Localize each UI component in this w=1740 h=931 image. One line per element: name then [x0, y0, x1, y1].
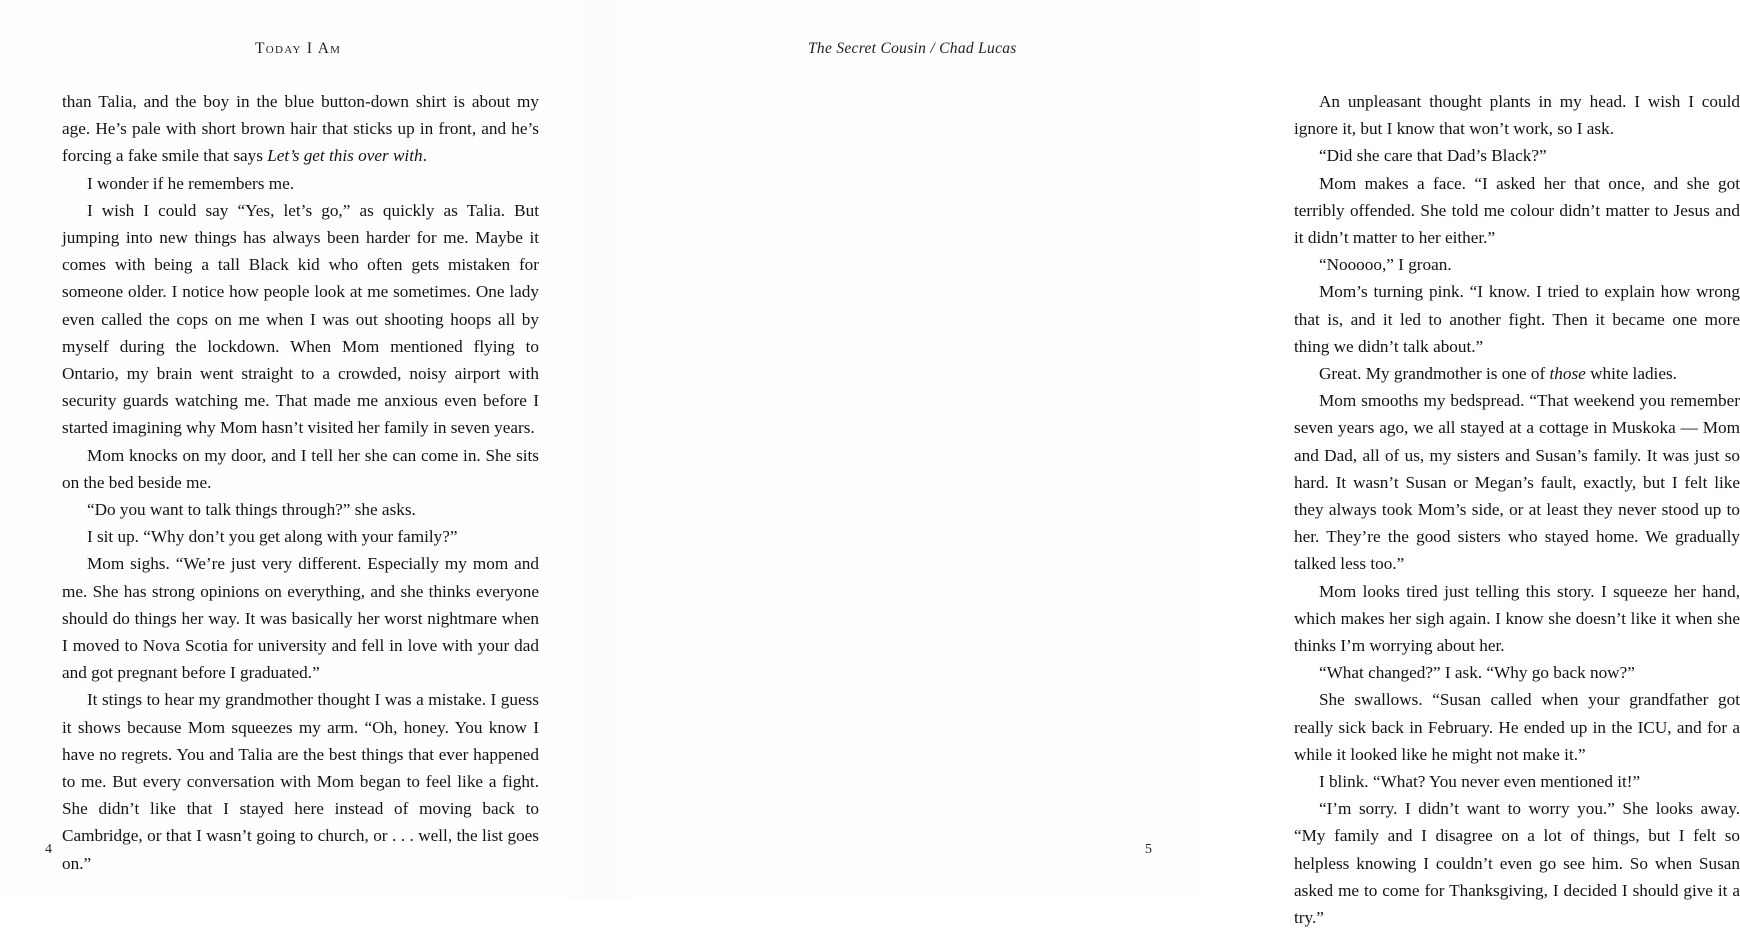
body-text: It stings to hear my grandmother thought I was a mistake. I guess it shows because Mom squeezes my arm. “Oh, honey. You know I have no regrets. You and Talia are the best things that ever happened to me. But every conversation with Mom began to feel like a fight. She didn’t like that I stayed here instead of moving back to Cambridge, or that I wasn’t going to church, or . . . well, the list goes on.” — [62, 690, 539, 873]
body-text: I wonder if he remembers me. — [86, 173, 295, 193]
body-text: I sit up. “Why don’t you get along with your family?” — [86, 527, 458, 547]
paragraph — [62, 442, 539, 496]
running-head-left: Today I Am — [255, 40, 342, 57]
paragraph — [1294, 795, 1740, 931]
body-text: . — [422, 146, 427, 166]
paragraph — [62, 496, 539, 523]
emphasis-text: Let’s get this over with — [267, 146, 423, 166]
body-text: Great. My grandmother is one of — [1318, 364, 1550, 384]
paragraph — [1294, 88, 1740, 142]
body-text: Mom’s turning pink. “I know. I tried to explain how wrong that is, and it led to another fight. Then it became one more thing we didn’t talk about.” — [1294, 282, 1740, 356]
paragraph — [1294, 251, 1740, 278]
body-text: Mom knocks on my door, and I tell her she can come in. She sits on the bed beside me. — [62, 445, 539, 492]
paragraph — [62, 88, 539, 170]
running-head-right: The Secret Cousin / Chad Lucas — [808, 40, 1017, 57]
paragraph — [1294, 768, 1740, 795]
body-text: Mom looks tired just telling this story. I squeeze her hand, which makes her sigh again. I know she doesn’t like it when she thinks I’m worrying about her. — [1294, 581, 1740, 656]
paragraph — [1294, 659, 1740, 686]
body-text: “What changed?” I ask. “Why go back now?” — [1318, 663, 1635, 683]
body-text: She swallows. “Susan called when your grandfather got really sick back in February. He ended up in the ICU, and for a while it looked like he might not make it.” — [1294, 690, 1740, 764]
page-number-right: 5 — [1145, 842, 1152, 857]
body-text: “Did she care that Dad’s Black?” — [1318, 146, 1547, 166]
left-page — [0, 0, 600, 900]
paragraph — [1294, 686, 1740, 768]
paragraph — [1294, 170, 1740, 252]
paragraph — [62, 550, 539, 686]
body-text: than Talia, and the boy in the blue button-down shirt is about my age. He’s pale with short brown hair that sticks up in front, and he’s forcing a fake smile that says — [62, 92, 539, 166]
body-text: I wish I could say “Yes, let’s go,” as quickly as Talia. But jumping into new things has always been harder for me. Maybe it comes with being a tall Black kid who often gets mistaken for someone older. I notice how people look at me sometimes. One lady even called the cops on me when I was out shooting hoops all by myself during the lockdown. When Mom mentioned flying to Ontario, my brain went straight to a crowded, noisy airport with security guards watching me. That made me anxious even before I started imagining why Mom hasn’t visited her family in seven years. — [62, 200, 539, 438]
body-text: Mom sighs. “We’re just very different. Especially my mom and me. She has strong opinions on everything, and she thinks everyone should do things her way. It was basically her worst nightmare when I moved to Nova Scotia for university and fell in love with your dad and got pregnant before I graduated.” — [62, 554, 539, 683]
paragraph — [1294, 387, 1740, 577]
paragraph — [1294, 142, 1740, 169]
emphasis-text: those — [1549, 364, 1586, 384]
body-text: “Nooooo,” I groan. — [1318, 255, 1452, 275]
body-text: I blink. “What? You never even mentioned it!” — [1318, 772, 1641, 792]
paragraph — [1294, 578, 1740, 660]
right-page-text-block — [1294, 88, 1740, 931]
body-text: white ladies. — [1585, 364, 1677, 384]
paragraph — [62, 170, 539, 197]
left-page-text-block — [62, 88, 539, 877]
paragraph — [62, 523, 539, 550]
paragraph — [1294, 278, 1740, 360]
right-page — [600, 0, 1740, 928]
paragraph — [62, 197, 539, 442]
body-text: “Do you want to talk things through?” she asks. — [86, 500, 416, 520]
body-text: An unpleasant thought plants in my head. I wish I could ignore it, but I know that won’t work, so I ask. — [1294, 92, 1740, 139]
paragraph — [1294, 360, 1740, 387]
body-text: Mom makes a face. “I asked her that once, and she got terribly offended. She told me colour didn’t matter to Jesus and it didn’t matter to her either.” — [1294, 173, 1740, 248]
body-text: “I’m sorry. I didn’t want to worry you.” She looks away. “My family and I disagree on a lot of things, but I felt so helpless knowing I couldn’t even go see him. So when Susan asked me to come for Thanksgiving, I decided I should give it a try.” — [1294, 799, 1740, 928]
body-text: Mom smooths my bedspread. “That weekend you remember seven years ago, we all stayed at a cottage in Muskoka — Mom and Dad, all of us, my sisters and Susan’s family. It was just so hard. It wasn’t Susan or Megan’s fault, exactly, but I felt like they always took Mom’s side, or at least they never stood up to her. They’re the good sisters who stayed home. We gradually talked less too.” — [1294, 391, 1740, 574]
paragraph — [62, 686, 539, 876]
page-number-left: 4 — [45, 842, 52, 857]
